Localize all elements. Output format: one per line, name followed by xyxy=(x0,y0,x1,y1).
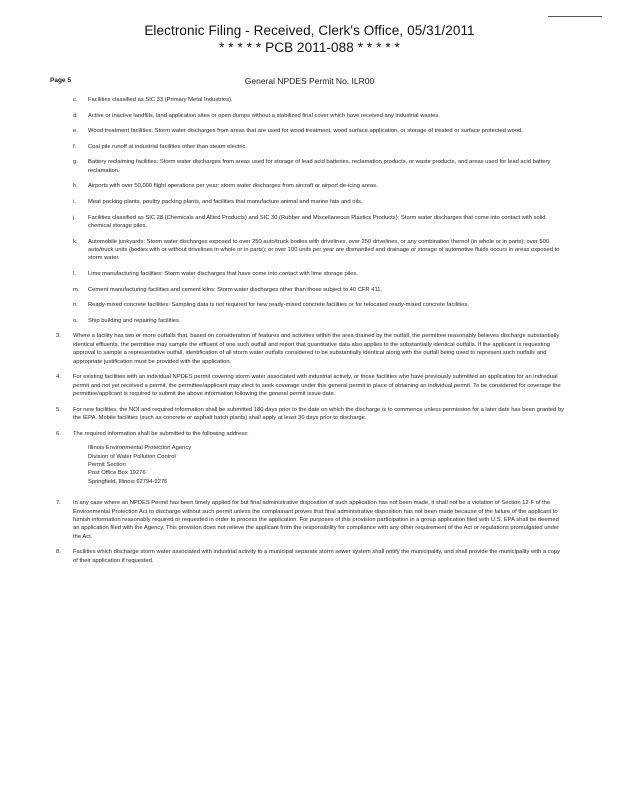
subitem xyxy=(0,198,619,206)
numbered-item-marker: 3. xyxy=(56,333,61,340)
subitem xyxy=(0,238,619,263)
address-line: Post Office Box 19276 xyxy=(88,470,146,477)
subitem-marker: m. xyxy=(73,286,80,293)
numbered-list-continued xyxy=(0,499,619,565)
numbered-item-text: For existing facilities with an individual NPDES permit covering storm water associated with industrial activity, or those facilities who have previously submitted an application for an individual permit and not yet received a permit, the permittee/applicant may elect to seek coverage under this general permit in place of obtaining an individual permit. To be considered for coverage the permittee/applicant is required to submit the above information following the general permit issue date. xyxy=(73,374,561,397)
subitem xyxy=(0,182,619,190)
subitem xyxy=(0,286,619,294)
subitem xyxy=(0,214,619,231)
subitem xyxy=(0,143,619,151)
corner-mark xyxy=(548,16,602,17)
subitem-marker: n. xyxy=(73,302,78,309)
subitem-text: Coal pile runoff at industrial facilities other than steam electric. xyxy=(88,143,248,150)
address-line: Springfield, Illinois 62794-9276 xyxy=(88,478,168,485)
subitem-text: Cement manufacturing facilities and cement kilns: Storm water discharges other than those subject to 40 CFR 411. xyxy=(88,286,383,293)
subitem-text: Facilities classified as SIC 33 (Primary Metal Industries). xyxy=(88,97,233,103)
subitem-text: Airports with over 50,000 flight operations per year: storm water discharges from aircraft or airport de-icing areas. xyxy=(88,183,378,190)
subitem-text: Ship building and repairing facilities. xyxy=(88,317,181,324)
filing-stamp xyxy=(0,22,619,56)
subitem xyxy=(0,112,619,120)
numbered-item xyxy=(0,430,619,438)
numbered-list xyxy=(0,332,619,438)
numbered-item-text: Where a facility has two or more outfalls that, based on consideration of features and activities within the area drained by the outfall, the permittee reasonably believes discharge substantially identical effluents, the permittee may sample the effluent of one such outfall and report that quantitative data also applies to the substantially identical outfalls. If the applicant is requesting approval to sample a representative outfall, identification of all storm water outfalls considered to be substantially identical along with the outfall being used to represent such outfalls and appropriate justification must be provided with the application. xyxy=(73,333,560,365)
subitem xyxy=(0,127,619,135)
filing-stamp-line-1: Electronic Filing - Received, Clerk's Office, 05/31/2011 xyxy=(144,23,475,38)
subitem xyxy=(0,270,619,278)
subitem-text: Facilities classified as SIC 28 (Chemicals and Allied Products) and SIC 30 (Rubber and Miscellaneous Plastics Products): Storm water discharges that come into contact with solid chemical storage piles. xyxy=(88,214,546,229)
document-body xyxy=(0,96,619,572)
subitem-marker: o. xyxy=(73,317,78,324)
subitem-marker: f. xyxy=(73,143,77,150)
subitem-list xyxy=(0,96,619,325)
subitem-marker: d. xyxy=(73,112,78,119)
subitem-marker: g. xyxy=(73,159,78,166)
subitem xyxy=(0,158,619,175)
subitem-marker: h. xyxy=(73,183,78,190)
numbered-item-text: For new facilities, the NOI and required information shall be submitted 180 days prior to the date on which the discharge is to commence unless permission for a later date has been granted by the IEPA. Mobile facilities (such as concrete or asphalt batch plants) shall apply at least 30 days prior to discharge. xyxy=(73,406,565,421)
subitem-text: Ready-mixed concrete facilities: Sampling data is not required for new ready-mixed concrete facilities or for relocated ready-mixed concrete facilities. xyxy=(88,302,469,309)
mailing-address xyxy=(88,444,619,486)
numbered-item xyxy=(0,406,619,423)
address-line: Division of Water Pollution Control xyxy=(88,453,176,460)
subitem-text: Wood treatment facilities: Storm water discharges from areas that are used for wood treatment, wood surface application, or storage of treated or surface protected wood. xyxy=(88,128,523,135)
address-line: Illinois Environmental Protection Agency xyxy=(88,445,192,452)
subitem-marker: j. xyxy=(73,214,76,221)
subitem xyxy=(0,96,619,104)
numbered-item xyxy=(0,499,619,541)
subitem-text: Lime manufacturing facilities: Storm water discharges that have come into contact with lime storage piles. xyxy=(88,270,358,277)
numbered-item-text: The required information shall be submitted to the following address: xyxy=(73,430,249,437)
subitem-marker: l. xyxy=(73,270,76,277)
subitem-text: Automobile junkyards: Storm water discharges exposed to over 250 auto/truck bodies with drivelines, over 250 drivelines, or any combination thereof (in whole or in parts); over 500 auto/truck units (bodies with or without drivelines in whole or in parts); or over 100 units per year are dismantled and drainage or storage of automotive fluids occurs in areas exposed to storm water. xyxy=(88,238,560,262)
numbered-item-text: Facilities which discharge storm water associated with industrial activity to a municipal separate storm sewer system shall notify the municipality, and shall provide the municipality with a copy of their application if requested. xyxy=(73,549,561,564)
filing-stamp-line-2: * * * * * PCB 2011-088 * * * * * xyxy=(219,40,400,55)
subitem-marker: i. xyxy=(73,198,76,205)
subitem-marker: c. xyxy=(73,97,78,103)
numbered-item xyxy=(0,332,619,366)
subitem-text: Active or inactive landfills, land application sites or open dumps without a stabilized final cover which have received any industrial wastes. xyxy=(88,112,440,119)
subitem-text: Meat packing plants, poultry packing plants, and facilities that manufacture animal and marine fats and oils. xyxy=(88,198,363,205)
subitem xyxy=(0,317,619,325)
subitem-marker: k. xyxy=(73,238,78,245)
numbered-item-marker: 8. xyxy=(56,549,61,556)
address-line: Permit Section xyxy=(88,461,126,468)
permit-title: General NPDES Permit No. ILR00 xyxy=(244,76,375,86)
page-number: Page 5 xyxy=(50,77,71,84)
numbered-item-marker: 4. xyxy=(56,374,61,381)
numbered-item-marker: 7. xyxy=(56,500,61,507)
numbered-item xyxy=(0,548,619,565)
numbered-item-marker: 5. xyxy=(56,406,61,413)
subitem-text: Battery reclaiming facilities: Storm water discharges from areas used for storage of lead acid batteries, reclamation products, or waste products, and areas used for lead acid battery reclamation. xyxy=(88,159,551,174)
numbered-item-marker: 6. xyxy=(56,430,61,437)
numbered-item xyxy=(0,373,619,398)
subitem xyxy=(0,301,619,309)
numbered-item-text: In any case where an NPDES Permit has been timely applied for but final administrative disposition of such application has not been made, it shall not be a violation of Section 12-F of the Environmental Protection Act to discharge without such permit unless the complainant proves that final administrative disposition has not been made because of the failure of the applicant to furnish information reasonably required or requested in order to process the application. For purposes of this provision participation in a group application filed with U.S. EPA shall be deemed an application filed with the Agency. This provision does not relieve the applicant from the responsibility for compliance with any other requirement of the Act or regulations promulgated under the Act. xyxy=(73,500,560,540)
subitem-marker: e. xyxy=(73,128,78,135)
